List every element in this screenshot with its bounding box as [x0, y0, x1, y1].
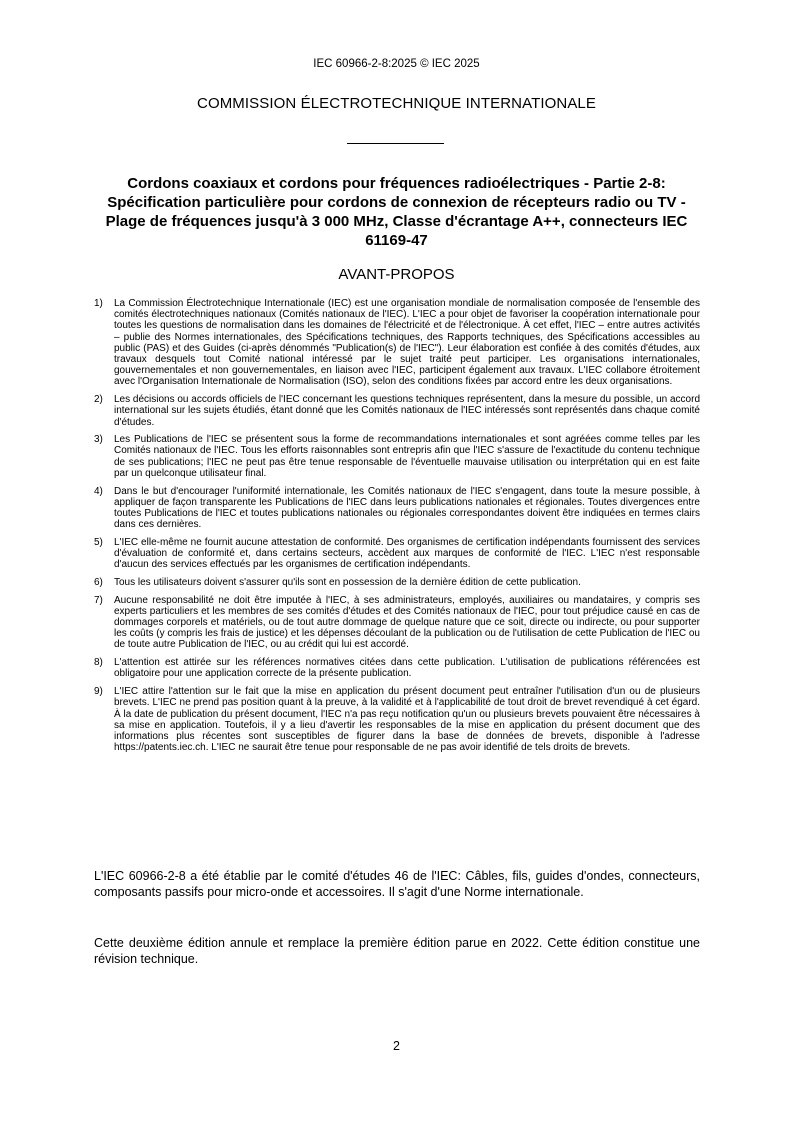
page-number: 2	[393, 1039, 400, 1053]
edition-paragraph: Cette deuxième édition annule et remplace la première édition parue en 2022. Cette édition constitue une révision technique.	[94, 936, 700, 966]
prepared-by-paragraph: L'IEC 60966-2-8 a été établie par le comité d'études 46 de l'IEC: Câbles, fils, guides d'ondes, connecteurs, composants passifs pour micro-onde et accessoires. Il s'agit d'une Norme internationale.	[94, 869, 700, 899]
document-title: Cordons coaxiaux et cordons pour fréquences radioélectriques - Partie 2-8: Spécification particulière pour cordons de connexion de récepteurs radio ou TV - Plage de fréquences jusqu'à 3 000 MHz, Classe d'écrantage A++, connecteurs IEC 61169-47	[105, 175, 688, 249]
organization-name: COMMISSION ÉLECTROTECHNIQUE INTERNATIONALE	[197, 95, 596, 112]
foreword-clause	[94, 595, 700, 651]
clause-number: 5)	[94, 536, 103, 548]
clause-text: Les Publications de l'IEC se présentent sous la forme de recommandations internationales et sont agréées comme telles par les Comités nationaux de l'IEC. Tous les efforts raisonnables sont entrepris afin que l'IEC s'assure de l'exactitude du contenu technique de ses publications; l'IEC ne peut pas être tenue responsable de l'éventuelle mauvaise utilisation ou interprétation qui en est faite par un quelconque utilisateur final.	[114, 434, 700, 479]
clause-number: 9)	[94, 686, 103, 698]
clause-number: 4)	[94, 485, 103, 497]
foreword-clause	[94, 486, 700, 531]
clause-text: Dans le but d'encourager l'uniformité internationale, les Comités nationaux de l'IEC s'engagent, dans toute la mesure possible, à appliquer de façon transparente les Publications de l'IEC dans leurs publications nationales et régionales. Toutes divergences entre toutes Publications de l'IEC et toutes publications nationales ou régionales correspondantes doivent être indiquées en termes clairs dans ces dernières.	[114, 485, 700, 531]
clause-number: 2)	[94, 394, 103, 406]
clause-number: 7)	[94, 594, 103, 606]
foreword-clause	[94, 434, 700, 479]
foreword-clause-list	[94, 298, 700, 760]
document-reference: IEC 60966-2-8:2025 © IEC 2025	[313, 58, 480, 70]
foreword-clause	[94, 577, 700, 588]
foreword-clause	[94, 537, 700, 571]
clause-number: 8)	[94, 657, 103, 669]
foreword-heading: AVANT-PROPOS	[338, 266, 455, 283]
clause-number: 6)	[94, 576, 103, 588]
clause-text: Les décisions ou accords officiels de l'IEC concernant les questions techniques représentent, dans la mesure du possible, un accord international sur les sujets étudiés, étant donné que les Comités nationaux de l'IEC intéressés sont représentés dans chaque comité d'études.	[114, 394, 700, 428]
separator-rule	[347, 143, 444, 144]
clause-text: Aucune responsabilité ne doit être imputée à l'IEC, à ses administrateurs, employés, auxiliaires ou mandataires, y compris ses experts particuliers et les membres de ses comités d'études et des Comités nationaux de l'IEC, pour tout préjudice causé en cas de dommages corporels et matériels, ou de tout autre dommage de quelque nature que ce soit, directe ou indirecte, ou pour supporter les coûts (y compris les frais de justice) et les dépenses découlant de la publication ou de l'utilisation de cette Publication de l'IEC ou de toute autre Publication de l'IEC, ou au crédit qui lui est accordé.	[114, 594, 700, 651]
clause-number: 3)	[94, 434, 103, 446]
clause-text: Tous les utilisateurs doivent s'assurer qu'ils sont en possession de la dernière édition de cette publication.	[114, 576, 581, 588]
foreword-clause	[94, 686, 700, 753]
clause-text: L'IEC attire l'attention sur le fait que la mise en application du présent document peut entraîner l'utilisation d'un ou de plusieurs brevets. L'IEC ne prend pas position quant à la preuve, à la validité et à l'applicabilité de tout droit de brevet revendiqué à cet égard. À la date de publication du présent document, l'IEC n'a pas reçu notification qu'un ou plusieurs brevets pouvaient être nécessaires à sa mise en application. Toutefois, il y a lieu d'avertir les responsables de la mise en application du présent document que des informations plus récentes sont susceptibles de figurer dans la base de données de brevets, disponible à l'adresse https://patents.iec.ch. L'IEC ne saurait être tenue pour responsable de ne pas avoir identifié de tels droits de brevets.	[114, 686, 700, 754]
clause-number: 1)	[94, 298, 103, 309]
foreword-clause	[94, 298, 700, 388]
clause-text: L'attention est attirée sur les références normatives citées dans cette publication. L'utilisation de publications référencées est obligatoire pour une application correcte de la présente publication.	[114, 657, 700, 680]
foreword-clause	[94, 394, 700, 428]
foreword-clause	[94, 657, 700, 679]
clause-text: La Commission Électrotechnique Internationale (IEC) est une organisation mondiale de normalisation composée de l'ensemble des comités électrotechniques nationaux (Comités nationaux de l'IEC). L'IEC a pour objet de favoriser la coopération internationale pour toutes les questions de normalisation dans les domaines de l'électricité et de l'électronique. À cet effet, l'IEC – entre autres activités – publie des Normes internationales, des Spécifications techniques, des Rapports techniques, des Spécifications accessibles au public (PAS) et des Guides (ci-après dénommés "Publication(s) de l'IEC"). Leur élaboration est confiée à des comités d'études, aux travaux desquels tout Comité national intéressé par le sujet traité peut participer. Les organisations internationales, gouvernementales et non gouvernementales, en liaison avec l'IEC, participent également aux travaux. L'IEC collabore étroitement avec l'Organisation Internationale de Normalisation (ISO), selon des conditions fixées par accord entre les deux organisations.	[114, 298, 700, 388]
clause-text: L'IEC elle-même ne fournit aucune attestation de conformité. Des organismes de certification indépendants fournissent des services d'évaluation de conformité et, dans certains secteurs, accèdent aux marques de conformité de l'IEC. L'IEC n'est responsable d'aucun des services effectués par les organismes de certification indépendants.	[114, 536, 700, 571]
